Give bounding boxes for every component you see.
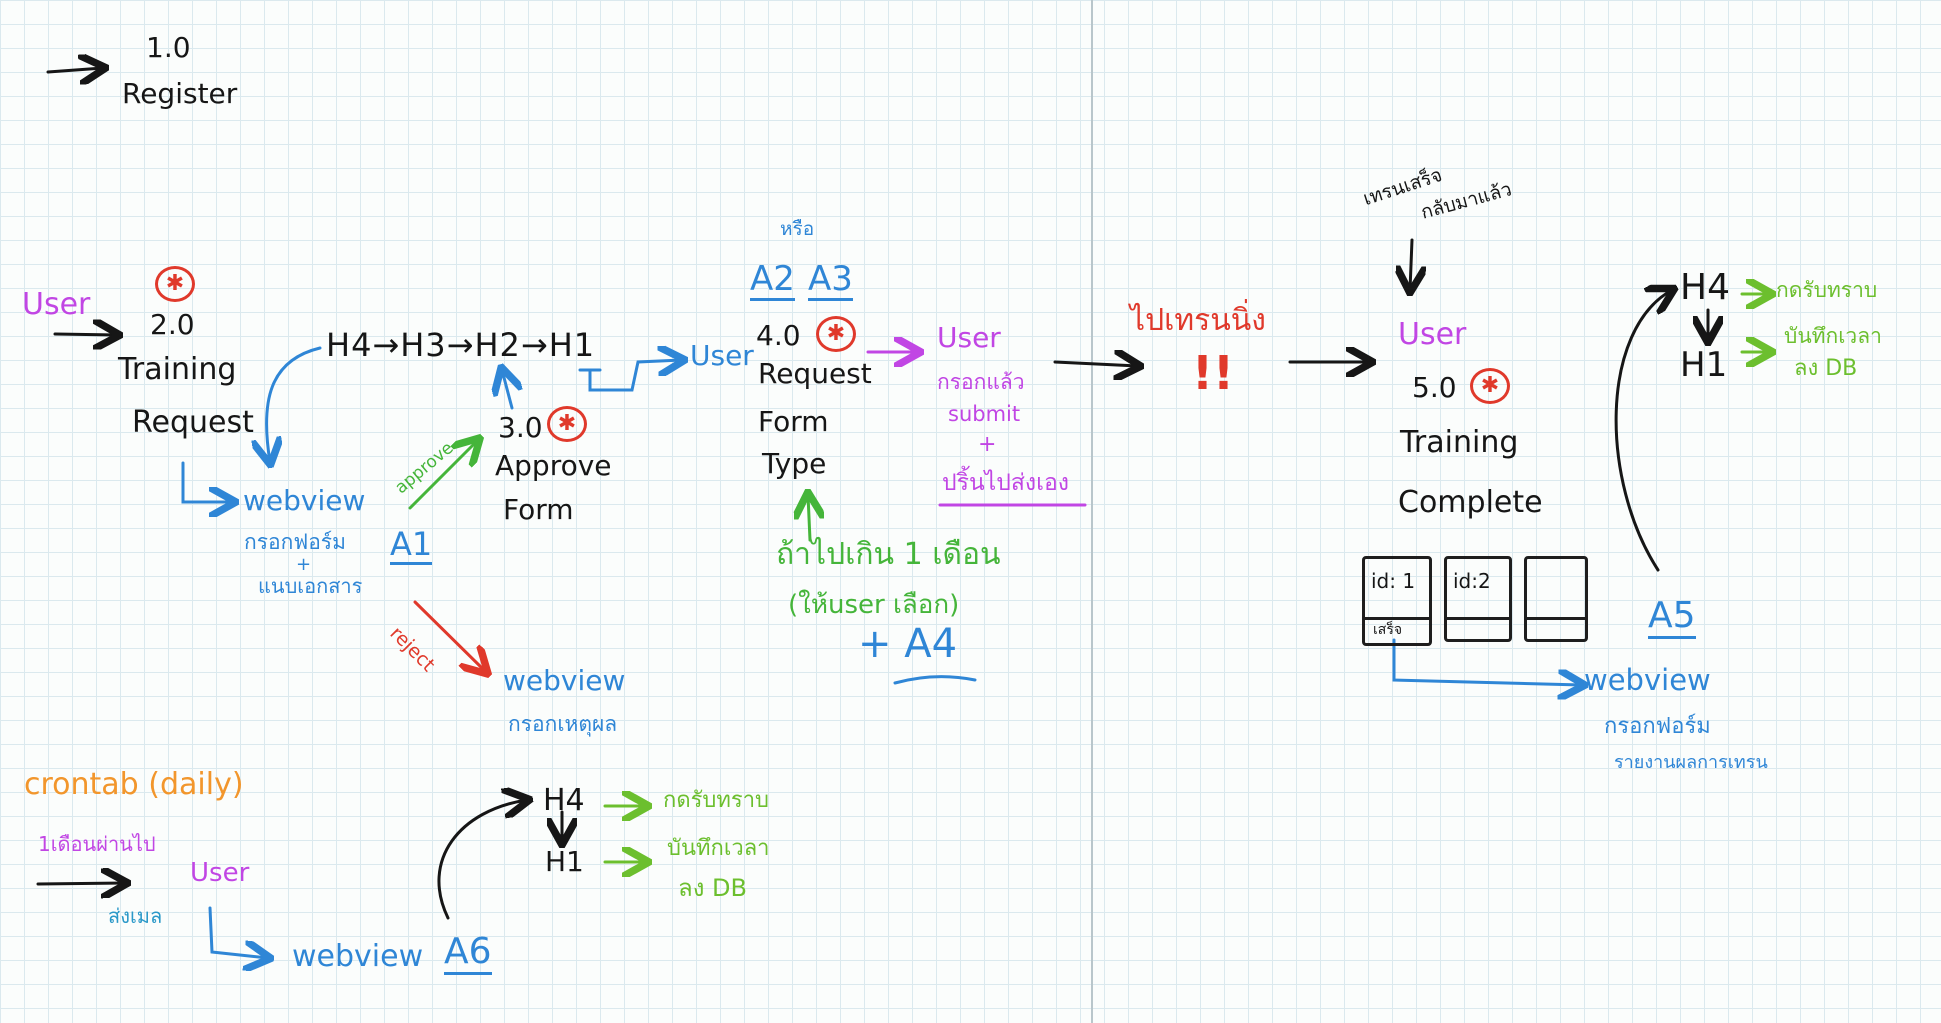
user-arrow <box>55 334 117 335</box>
training-request-line2: Request <box>132 405 254 440</box>
todo-asterisk-icon: ✱ <box>155 266 195 302</box>
training-complete-actor: User <box>1398 317 1467 352</box>
crontab-arrow <box>38 883 125 884</box>
id-box-1-status: เสร็จ <box>1373 622 1403 638</box>
bottom-chain-h1: H1 <box>545 845 584 878</box>
bottom-chain-h4: H4 <box>543 783 585 818</box>
submit-actor: User <box>937 321 1001 354</box>
approve-label: approve <box>391 438 458 499</box>
webview-a1-tag: A1 <box>390 525 433 563</box>
id-box-1 <box>1362 556 1432 646</box>
a4-tag: + A4 <box>858 621 958 667</box>
webview-a1-plus: + <box>296 554 312 575</box>
training-request-actor: User <box>22 287 91 322</box>
id-box-3 <box>1524 556 1588 642</box>
register-arrow <box>48 68 103 72</box>
a5-note2: รายงานผลการเทรน <box>1614 752 1768 773</box>
right-chain-h4: H4 <box>1680 267 1730 308</box>
id-box-1-label: id: 1 <box>1371 569 1416 593</box>
webview-reject-note: กรอกเหตุผล <box>508 712 618 736</box>
crontab-send: ส่งเมล <box>108 904 163 928</box>
todo-asterisk-icon: ✱ <box>547 406 587 442</box>
request-form-line1: Request <box>758 357 872 390</box>
todo-asterisk-icon: ✱ <box>816 316 856 352</box>
crontab-title: crontab (daily) <box>24 767 244 802</box>
reject-label: reject <box>385 622 440 676</box>
right-chain-ack: กดรับทราบ <box>1776 278 1878 302</box>
returned-note-line1: เทรนเสร็จ <box>1360 163 1445 211</box>
submit-plus: + <box>978 432 997 457</box>
request-form-actor: User <box>690 339 754 372</box>
training-complete-number: 5.0 <box>1412 371 1457 404</box>
approval-chain: H4→H3→H2→H1 <box>326 326 596 364</box>
a5-tag: A5 <box>1648 598 1696 639</box>
id-box-2 <box>1444 556 1512 642</box>
request-form-line2: Form <box>758 405 829 438</box>
idbox-to-webview-arrow <box>1394 640 1582 685</box>
returned-note-line2: กลับมาแล้ว <box>1418 178 1515 224</box>
go-train-exclaim: !! <box>1192 346 1234 400</box>
right-chain-save1: บันทึกเวลา <box>1784 324 1882 348</box>
training-complete-line2: Complete <box>1398 485 1543 520</box>
crontab-user-to-webview-arrow <box>210 908 268 958</box>
returned-arrow <box>1410 240 1412 290</box>
submit-line2: submit <box>948 402 1021 426</box>
register-number: 1.0 <box>146 31 191 64</box>
chain-to-webview-arrow <box>267 348 320 462</box>
request-form-line3: Type <box>762 447 827 480</box>
tag-a2: A2 <box>750 259 795 299</box>
webview-reject-label: webview <box>503 664 626 697</box>
request-form-number: 4.0 <box>756 319 801 352</box>
webview-a1-note1: กรอกฟอร์ม <box>244 530 346 554</box>
a5-webview: webview <box>1584 663 1711 697</box>
submit-line1: กรอกแล้ว <box>937 370 1025 394</box>
register-label: Register <box>122 77 238 110</box>
a4-note-line2: (ให้user เลือก) <box>788 590 960 620</box>
go-train-label: ไปเทรนนิ่ง <box>1130 303 1266 338</box>
request-to-webview-arrow <box>183 463 233 502</box>
approve-form-line2: Form <box>503 493 574 526</box>
approve-form-number: 3.0 <box>498 411 543 444</box>
bottom-chain-ack: กดรับทราบ <box>663 788 770 813</box>
approve-form-line1: Approve <box>495 449 612 482</box>
training-request-number: 2.0 <box>150 308 195 341</box>
id-box-2-label: id:2 <box>1453 569 1491 593</box>
crontab-actor: User <box>190 858 250 888</box>
approve-to-chain-arrow <box>502 370 512 408</box>
or-label: หรือ <box>780 218 815 240</box>
a6-to-chain-arrow <box>439 800 527 918</box>
a4-up-arrow <box>808 495 810 540</box>
webview-a1-note2: แนบเอกสาร <box>258 574 363 598</box>
bottom-chain-save2: ลง DB <box>678 874 747 902</box>
webview-a1-label: webview <box>243 484 366 517</box>
right-chain-h1: H1 <box>1680 345 1728 385</box>
right-chain-save2: ลง DB <box>1794 356 1858 381</box>
crontab-a6-tag: A6 <box>444 934 492 975</box>
chain-to-user-arrow <box>580 360 682 390</box>
crontab-note: 1เดือนผ่านไป <box>38 832 156 856</box>
training-request-line1: Training <box>118 352 237 387</box>
todo-asterisk-icon: ✱ <box>1470 368 1510 404</box>
a5-note1: กรอกฟอร์ม <box>1604 714 1711 739</box>
submit-line3: ปริ้นไปส่งเอง <box>942 470 1070 496</box>
bottom-chain-save1: บันทึกเวลา <box>667 836 770 861</box>
tag-a3: A3 <box>808 259 853 299</box>
a4-underline <box>895 677 975 683</box>
training-complete-line1: Training <box>1400 425 1519 460</box>
a4-note-line1: ถ้าไปเกิน 1 เดือน <box>776 537 1001 572</box>
submit-to-train-arrow <box>1055 362 1138 366</box>
crontab-webview: webview <box>292 939 424 974</box>
a5-to-chain-arrow <box>1616 290 1672 570</box>
